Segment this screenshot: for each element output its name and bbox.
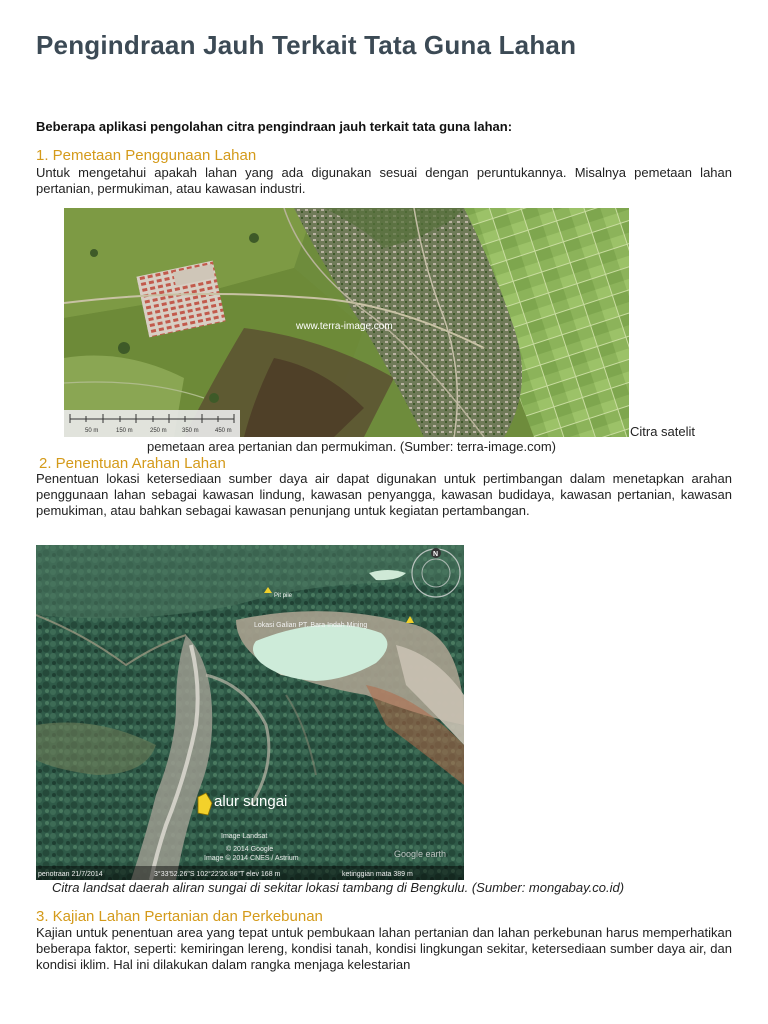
image-2-caption: Citra landsat daerah aliran sungai di sekitar lokasi tambang di Bengkulu. (Sumber: mongabay.co.id) <box>52 880 625 895</box>
scale-label: 150 m <box>116 428 133 434</box>
section-1-heading: 1. Pemetaan Penggunaan Lahan <box>36 147 257 164</box>
section-2-body: Penentuan lokasi ketersediaan sumber daya air dapat digunakan untuk pertimbangan dalam menetapkan arahan penggunaan lahan sebagai kawasan lindung, kawasan penyangga, kawasan budidaya, kawasan pertanian, kawasan pemukiman, atau bahkan sebagai kawasan penunjang untuk kegiatan pertambangan. <box>36 471 732 518</box>
page-title: Pengindraan Jauh Terkait Tata Guna Lahan <box>36 30 577 60</box>
image-1-caption-line1: Citra satelit <box>630 424 696 439</box>
scale-label: 50 m <box>85 428 99 434</box>
map-label-location: Lokasi Galian PT. Bara Indah Mining <box>254 622 368 629</box>
section-1-body: Untuk mengetahui apakah lahan yang ada digunakan sesuai dengan peruntukannya. Misalnya pemetaan lahan pertanian, permukiman, atau kawasan industri. <box>36 165 732 196</box>
image-credit-google: © 2014 Google <box>226 846 274 853</box>
google-earth-logo: Google earth <box>394 849 447 859</box>
map-label-river: alur sungai <box>214 793 288 810</box>
scale-label: 350 m <box>182 428 199 434</box>
landsat-image-river <box>36 545 464 880</box>
image-footer-altitude: ketinggian mata 389 m <box>342 871 413 878</box>
intro-text: Beberapa aplikasi pengolahan citra pengindraan jauh terkait tata guna lahan: <box>36 119 513 134</box>
image-1-caption-line2: pemetaan area pertanian dan permukiman. (Sumber: terra-image.com) <box>147 439 556 454</box>
scale-label: 250 m <box>150 428 167 434</box>
image-credit-landsat: Image Landsat <box>221 833 268 840</box>
satellite-image-landuse <box>64 208 629 437</box>
image-credit-cnes: Image © 2014 CNES / Astrium <box>204 855 299 862</box>
watermark-text: www.terra-image.com <box>296 321 393 332</box>
north-indicator: N <box>433 551 439 558</box>
section-2-heading: 2. Penentuan Arahan Lahan <box>39 455 226 472</box>
image-footer-date: penotraan 21/7/2014 <box>38 871 103 878</box>
image-footer-coords: 3°33'52.26"S 102°22'26.86"T elev 168 m <box>154 871 281 878</box>
map-label-small: Pit pile <box>274 593 293 599</box>
scale-label: 450 m <box>215 428 232 434</box>
section-3-body: Kajian untuk penentuan area yang tepat untuk pembukaan lahan pertanian dan lahan perkebunan harus memperhatikan beberapa faktor, seperti: kemiringan lereng, kondisi tanah, kondisi lingkungan sekitar, ketersediaan sumber daya air, dan kondisi iklim. Hal ini dilakukan dalam rangka menjaga kelestarian <box>36 925 732 972</box>
section-3-heading: 3. Kajian Lahan Pertanian dan Perkebunan <box>36 908 323 925</box>
